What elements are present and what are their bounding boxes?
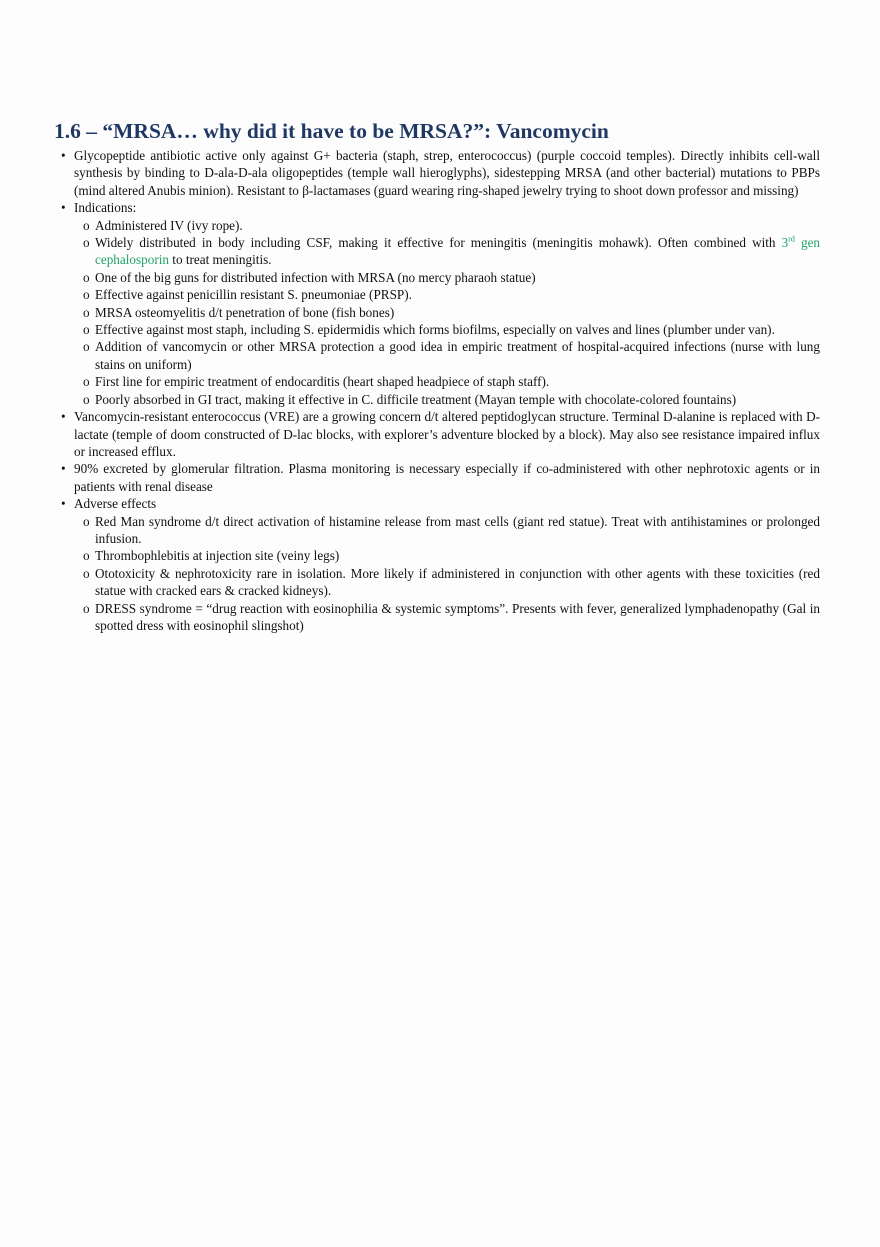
sub-bullet-marker: o — [83, 600, 90, 616]
bullet-marker: • — [61, 409, 66, 425]
sub-list-item — [54, 286, 820, 303]
sub-item-text: Effective against penicillin resistant S. pneumoniae (PRSP). — [95, 287, 412, 303]
link-text: 3 — [781, 235, 789, 251]
bullet-text-mechanism: Glycopeptide antibiotic active only against G+ bacteria (staph, strep, enterococcus) (purple coccoid temples). Directly inhibits cell-wall synthesis by binding to D-ala-D-ala oligopeptides (temple wall hieroglyphs), sidestepping MRSA (and other bacterial) mutations to PBPs (mind altered Anubis minion). Resistant to β-lactamases (guard wearing ring-shaped jewelry trying to shoot down professor and missing) — [74, 148, 820, 198]
sub-item-text: Effective against most staph, including S. epidermidis which forms biofilms, especially on valves and lines (plumber under van). — [95, 322, 775, 338]
sub-bullet-marker: o — [83, 565, 90, 581]
bullet-marker: • — [61, 496, 66, 512]
bullet-list — [54, 147, 820, 634]
sub-item-text: One of the big guns for distributed infection with MRSA (no mercy pharaoh statue) — [95, 269, 536, 285]
list-item — [54, 147, 820, 199]
sub-bullet-marker: o — [83, 235, 90, 251]
sub-bullet-marker: o — [83, 287, 90, 303]
sub-bullet-marker: o — [83, 322, 90, 338]
sub-list-item — [54, 234, 820, 269]
sub-item-text: Thrombophlebitis at injection site (veiny legs) — [95, 548, 340, 564]
sub-list-item — [54, 338, 820, 373]
sub-list-item — [54, 373, 820, 390]
sub-item-text: to treat meningitis. — [168, 252, 272, 268]
sub-item-text: MRSA osteomyelitis d/t penetration of bone (fish bones) — [95, 304, 395, 320]
link-superscript: rd — [788, 234, 795, 244]
sub-bullet-marker: o — [83, 374, 90, 390]
sub-item-text: Addition of vancomycin or other MRSA protection a good idea in empiric treatment of hospital-acquired infections (nurse with lung stains on uniform) — [95, 339, 820, 372]
sub-item-text: First line for empiric treatment of endocarditis (heart shaped headpiece of staph staff). — [95, 374, 550, 390]
sub-bullet-marker: o — [83, 548, 90, 564]
bullet-text-indications: Indications: — [74, 200, 137, 216]
sub-list-item — [54, 565, 820, 600]
sub-bullet-marker: o — [83, 304, 90, 320]
bullet-marker: • — [61, 148, 66, 163]
sub-list-item — [54, 304, 820, 321]
sub-list-item — [54, 391, 820, 408]
sub-item-text: Widely distributed in body including CSF, making it effective for meningitis (meningitis mohawk). Often combined with — [95, 235, 782, 251]
list-item — [54, 408, 820, 460]
sub-bullet-marker: o — [83, 513, 90, 529]
bullet-text-vre: Vancomycin-resistant enterococcus (VRE) are a growing concern d/t altered peptidoglycan structure. Terminal D-alanine is replaced with D-lactate (temple of doom constructed of D-lac blocks, with explorer’s adventure blocked by a block). May also see resistance impaired influx or increased efflux. — [74, 409, 820, 459]
list-item — [54, 495, 820, 634]
bullet-text-excretion: 90% excreted by glomerular filtration. Plasma monitoring is necessary especially if co-administered with other nephrotoxic agents or in patients with renal disease — [74, 461, 820, 494]
sub-bullet-marker: o — [83, 217, 90, 233]
sub-bullet-marker: o — [83, 339, 90, 355]
sub-item-text: Poorly absorbed in GI tract, making it effective in C. difficile treatment (Mayan temple with chocolate-colored fountains) — [95, 391, 737, 407]
sub-item-text: Red Man syndrome d/t direct activation of histamine release from mast cells (giant red statue). Treat with antihistamines or prolonged infusion. — [95, 513, 820, 546]
sub-list-adverse-effects — [74, 513, 820, 635]
document-page — [54, 117, 820, 634]
bullet-marker: • — [61, 461, 66, 477]
link-text: gen cephalosporin — [95, 235, 821, 268]
sub-item-text: Administered IV (ivy rope). — [95, 217, 243, 233]
sub-list-item — [54, 269, 820, 286]
sub-list-item — [54, 217, 820, 234]
sub-item-text: DRESS syndrome = “drug reaction with eosinophilia & systemic symptoms”. Presents with fever, generalized lymphadenopathy (Gal in spotted dress with eosinophil slingshot) — [95, 600, 820, 633]
list-item — [54, 460, 820, 495]
section-title: 1.6 – “MRSA… why did it have to be MRSA?”: Vancomycin — [54, 119, 609, 143]
sub-list-item — [54, 547, 820, 564]
sub-list-item — [54, 321, 820, 338]
bullet-marker: • — [61, 200, 66, 216]
sub-bullet-marker: o — [83, 391, 90, 407]
sub-list-indications — [74, 217, 820, 408]
sub-list-item — [54, 600, 820, 635]
sub-item-text: Ototoxicity & nephrotoxicity rare in isolation. More likely if administered in conjunction with other agents with these toxicities (red statue with cracked ears & cracked kidneys). — [95, 565, 820, 599]
sub-bullet-marker: o — [83, 269, 90, 285]
list-item — [54, 199, 820, 408]
sub-list-item — [54, 513, 820, 548]
bullet-text-adverse-effects: Adverse effects — [74, 496, 157, 512]
